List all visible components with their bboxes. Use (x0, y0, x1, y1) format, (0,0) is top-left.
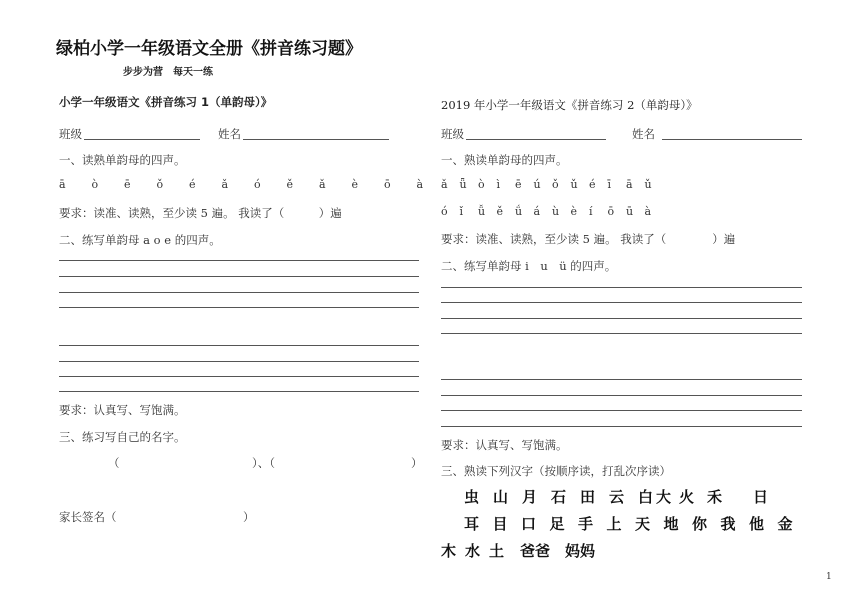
hanzi-char: 天 (635, 515, 651, 533)
pinyin-syllable: ǒ (552, 178, 559, 191)
writing-line (441, 379, 802, 380)
pinyin-syllable: ǘ (515, 205, 523, 218)
left-section1-requirement: 要求：读准、读熟，至少读 5 遍。 我读了（ ）遍 (59, 206, 342, 220)
right-pinyin-row-1 (441, 178, 663, 191)
writing-line (59, 307, 419, 308)
pinyin-syllable: ó (254, 178, 261, 191)
pinyin-syllable: ě (286, 178, 294, 191)
hanzi-char: 口 (521, 515, 537, 533)
hanzi-char: 你 (692, 515, 708, 533)
hanzi-char: 上 (606, 515, 622, 533)
pinyin-syllable: ā (626, 178, 633, 191)
writing-line (441, 410, 802, 411)
hanzi-char: 禾 (707, 488, 723, 506)
writing-line (441, 287, 802, 288)
left-section1-title: 一、读熟单韵母的四声。 (59, 153, 186, 167)
hanzi-char: 他 (749, 515, 765, 533)
pinyin-syllable: ǎ (441, 178, 448, 191)
left-name-label: 姓名 (218, 127, 241, 141)
hanzi-char: 我 (720, 515, 736, 533)
pinyin-syllable: ò (91, 178, 99, 191)
left-section2-title: 二、练写单韵母 a o e 的四声。 (59, 233, 221, 247)
page-number: 1 (826, 572, 832, 582)
hanzi-char: 地 (663, 515, 679, 533)
pinyin-syllable: ǎ (221, 178, 229, 191)
hanzi-char: 手 (578, 515, 594, 533)
writing-line (441, 333, 802, 334)
left-section3-title: 三、练习写自己的名字。 (59, 430, 186, 444)
hanzi-char: 木 (441, 542, 457, 560)
hanzi-char: 土 (489, 542, 505, 560)
pinyin-syllable: ǒ (156, 178, 164, 191)
right-name-label: 姓名 (632, 127, 655, 141)
hanzi-char: 爸爸 (520, 542, 551, 560)
right-name-field[interactable] (662, 127, 802, 140)
writing-line (59, 376, 419, 377)
name-paren-middle: ）、（ (252, 456, 275, 470)
left-heading: 小学一年级语文《拼音练习 1（单韵母）》 (59, 95, 273, 109)
hanzi-row-3 (441, 540, 605, 561)
pinyin-syllable: ō (384, 178, 391, 191)
hanzi-char: 金 (777, 515, 793, 533)
pinyin-syllable: ǖ (459, 178, 467, 191)
hanzi-char: 火 (679, 488, 695, 506)
pinyin-syllable: ō (607, 205, 615, 218)
pinyin-syllable: ò (478, 178, 485, 191)
name-paren-open: （ (108, 456, 120, 470)
pinyin-syllable: ǎ (319, 178, 326, 191)
hanzi-char: 月 (522, 488, 538, 506)
left-class-field[interactable] (84, 127, 200, 140)
hanzi-char: 足 (549, 515, 565, 533)
hanzi-char: 山 (493, 488, 509, 506)
hanzi-char: 日 (753, 488, 769, 506)
pinyin-syllable: à (644, 205, 652, 218)
hanzi-char: 白 (638, 488, 654, 506)
pinyin-syllable: ù (552, 205, 560, 218)
writing-line (59, 292, 419, 293)
pinyin-syllable: é (589, 178, 596, 191)
pinyin-syllable: ē (124, 178, 131, 191)
pinyin-syllable: ǔ (570, 178, 578, 191)
pinyin-syllable: ā (59, 178, 66, 191)
right-heading: 2019 年小学一年级语文《拼音练习 2（单韵母）》 (441, 98, 698, 112)
hanzi-char: 石 (551, 488, 567, 506)
writing-line (59, 391, 419, 392)
hanzi-char: 云 (609, 488, 625, 506)
hanzi-row-1 (464, 486, 773, 507)
pinyin-syllable: ū (626, 205, 634, 218)
writing-line (59, 345, 419, 346)
pinyin-syllable: ó (441, 205, 448, 218)
pinyin-syllable: è (351, 178, 359, 191)
pinyin-syllable: ǚ (478, 205, 486, 218)
pinyin-syllable: ǐ (459, 205, 464, 218)
hanzi-char: 耳 (464, 515, 480, 533)
hanzi-char: 水 (465, 542, 481, 560)
writing-line (441, 426, 802, 427)
writing-line (441, 302, 802, 303)
pinyin-syllable: ī (607, 178, 612, 191)
hanzi-row-2 (464, 513, 806, 534)
writing-line (59, 361, 419, 362)
right-section2-requirement: 要求：认真写、写饱满。 (441, 438, 568, 452)
writing-line (441, 318, 802, 319)
pinyin-syllable: é (189, 178, 196, 191)
document-title: 绿柏小学一年级语文全册《拼音练习题》 (56, 39, 362, 59)
pinyin-syllable: ǔ (644, 178, 652, 191)
right-section3-title: 三、熟读下列汉字（按顺序读，打乱次序读） (441, 464, 671, 478)
writing-line (441, 395, 802, 396)
name-paren-close: ） (411, 456, 423, 470)
pinyin-syllable: ē (515, 178, 522, 191)
hanzi-char: 大 (656, 488, 672, 506)
hanzi-char: 虫 (464, 488, 480, 506)
pinyin-syllable: à (416, 178, 424, 191)
writing-line (59, 260, 419, 261)
right-section2-title: 二、练写单韵母 i u ü 的四声。 (441, 259, 617, 273)
pinyin-syllable: ú (533, 178, 541, 191)
left-class-label: 班级 (59, 127, 82, 141)
hanzi-char: 目 (492, 515, 508, 533)
left-name-field[interactable] (243, 127, 389, 140)
left-pinyin-row (59, 178, 449, 191)
right-class-label: 班级 (441, 127, 464, 141)
right-section1-requirement: 要求：读准、读熟，至少读 5 遍。 我读了（ ）遍 (441, 232, 736, 246)
left-section2-requirement: 要求：认真写、写饱满。 (59, 403, 186, 417)
right-section1-title: 一、熟读单韵母的四声。 (441, 153, 568, 167)
pinyin-syllable: è (570, 205, 578, 218)
right-pinyin-row-2 (441, 205, 663, 218)
writing-line (59, 276, 419, 277)
pinyin-syllable: ě (496, 205, 504, 218)
pinyin-syllable: í (589, 205, 593, 218)
motto: 步步为营 每天一练 (123, 67, 213, 78)
hanzi-char: 妈妈 (565, 542, 596, 560)
pinyin-syllable: á (533, 205, 541, 218)
hanzi-char: 田 (580, 488, 596, 506)
pinyin-syllable: ì (496, 178, 501, 191)
parent-signature: 家长签名（ ） (59, 510, 255, 524)
right-class-field[interactable] (466, 127, 606, 140)
